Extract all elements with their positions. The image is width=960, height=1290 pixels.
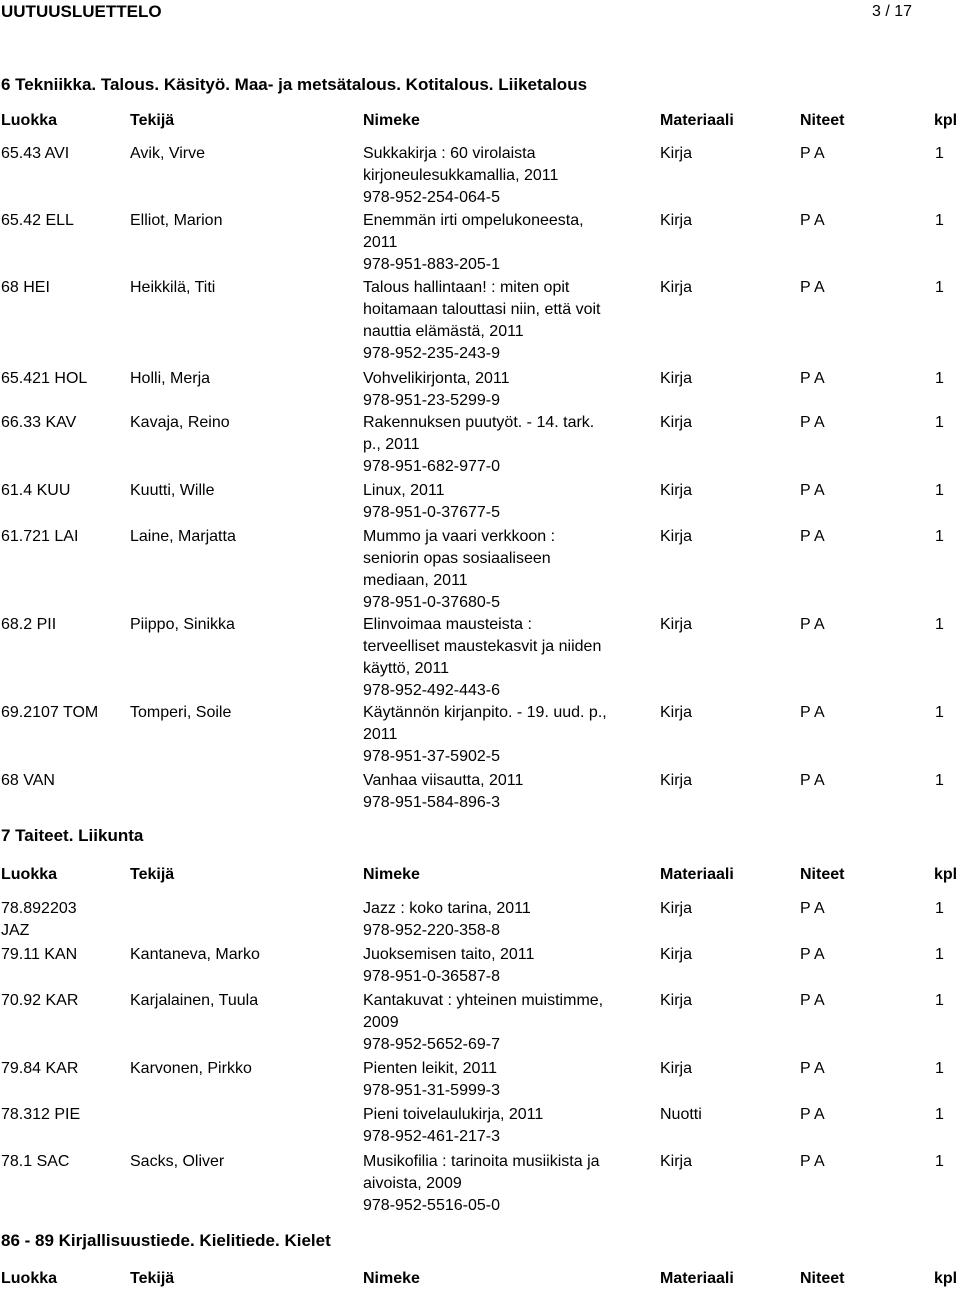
row-niteet: P A: [800, 946, 825, 963]
header-kpl: kpl: [934, 1270, 958, 1287]
row-nimeke: Vohvelikirjonta, 2011 978-951-23-5299-9: [363, 370, 510, 409]
row-nimeke: Jazz : koko tarina, 2011 978-952-220-358-8: [363, 900, 531, 939]
row-niteet: P A: [800, 279, 825, 296]
row-materiaali: Kirja: [660, 992, 693, 1009]
row-tekija: Piippo, Sinikka: [130, 616, 235, 633]
row-materiaali: Kirja: [660, 946, 693, 963]
row-nimeke: Sukkakirja : 60 virolaista kirjoneulesukkamallia, 2011 978-952-254-064-5: [363, 145, 559, 206]
section-title: 86 - 89 Kirjallisuustiede. Kielitiede. Kielet: [1, 1231, 331, 1250]
row-niteet: P A: [800, 900, 825, 917]
row-luokka: 78.1 SAC: [1, 1153, 70, 1170]
row-luokka: 68 VAN: [1, 772, 55, 789]
page-title: UUTUUSLUETTELO: [1, 2, 162, 21]
header-tekija: Tekijä: [130, 1270, 175, 1287]
row-kpl: 1: [935, 992, 944, 1009]
row-niteet: P A: [800, 482, 825, 499]
row-tekija: Elliot, Marion: [130, 212, 223, 229]
header-kpl: kpl: [934, 112, 958, 129]
row-luokka: 65.43 AVI: [1, 145, 70, 162]
row-nimeke: Pienten leikit, 2011 978-951-31-5999-3: [363, 1060, 500, 1099]
header-nimeke: Nimeke: [363, 112, 420, 129]
header-kpl: kpl: [934, 866, 958, 883]
row-niteet: P A: [800, 528, 825, 545]
row-tekija: Sacks, Oliver: [130, 1153, 225, 1170]
row-tekija: Kavaja, Reino: [130, 414, 230, 431]
header-nimeke: Nimeke: [363, 1270, 420, 1287]
row-tekija: Laine, Marjatta: [130, 528, 236, 545]
row-niteet: P A: [800, 616, 825, 633]
header-nimeke: Nimeke: [363, 866, 420, 883]
row-nimeke: Rakennuksen puutyöt. - 14. tark. p., 2011 978-951-682-977-0: [363, 414, 595, 475]
row-materiaali: Kirja: [660, 482, 693, 499]
header-niteet: Niteet: [800, 1270, 845, 1287]
row-kpl: 1: [935, 616, 944, 633]
row-tekija: Heikkilä, Titi: [130, 279, 216, 296]
row-luokka: 61.4 KUU: [1, 482, 71, 499]
header-luokka: Luokka: [1, 866, 58, 883]
row-niteet: P A: [800, 772, 825, 789]
header-tekija: Tekijä: [130, 866, 175, 883]
row-materiaali: Kirja: [660, 900, 693, 917]
row-kpl: 1: [935, 145, 944, 162]
row-materiaali: Kirja: [660, 414, 693, 431]
row-niteet: P A: [800, 1153, 825, 1170]
row-luokka: 79.84 KAR: [1, 1060, 79, 1077]
row-niteet: P A: [800, 992, 825, 1009]
header-luokka: Luokka: [1, 1270, 58, 1287]
row-luokka: 65.42 ELL: [1, 212, 74, 229]
row-materiaali: Nuotti: [660, 1106, 702, 1123]
section-title: 6 Tekniikka. Talous. Käsityö. Maa- ja metsätalous. Kotitalous. Liiketalous: [1, 75, 588, 94]
row-materiaali: Kirja: [660, 370, 693, 387]
row-niteet: P A: [800, 212, 825, 229]
row-kpl: 1: [935, 772, 944, 789]
row-tekija: Holli, Merja: [130, 370, 211, 387]
row-niteet: P A: [800, 704, 825, 721]
header-materiaali: Materiaali: [660, 866, 734, 883]
header-materiaali: Materiaali: [660, 112, 734, 129]
row-niteet: P A: [800, 145, 825, 162]
row-kpl: 1: [935, 1060, 944, 1077]
row-materiaali: Kirja: [660, 1060, 693, 1077]
row-kpl: 1: [935, 900, 944, 917]
row-kpl: 1: [935, 1153, 944, 1170]
row-niteet: P A: [800, 1106, 825, 1123]
header-luokka: Luokka: [1, 112, 58, 129]
header-materiaali: Materiaali: [660, 1270, 734, 1287]
row-kpl: 1: [935, 279, 944, 296]
row-luokka: 68.2 PII: [1, 616, 57, 633]
row-materiaali: Kirja: [660, 145, 693, 162]
row-materiaali: Kirja: [660, 528, 693, 545]
row-nimeke: Pieni toivelaulukirja, 2011 978-952-461-217-3: [363, 1106, 544, 1145]
row-materiaali: Kirja: [660, 212, 693, 229]
row-materiaali: Kirja: [660, 616, 693, 633]
row-luokka: 79.11 KAN: [1, 946, 78, 963]
row-materiaali: Kirja: [660, 704, 693, 721]
page-number: 3 / 17: [872, 3, 913, 20]
row-tekija: Karvonen, Pirkko: [130, 1060, 252, 1077]
row-niteet: P A: [800, 414, 825, 431]
row-nimeke: Talous hallintaan! : miten opit hoitamaan talouttasi niin, että voit nauttia elämästä, 2011 978-952-235-243-9: [363, 279, 601, 362]
row-tekija: Kuutti, Wille: [130, 482, 215, 499]
header-niteet: Niteet: [800, 866, 845, 883]
row-kpl: 1: [935, 212, 944, 229]
row-kpl: 1: [935, 1106, 944, 1123]
row-tekija: Kantaneva, Marko: [130, 946, 260, 963]
row-materiaali: Kirja: [660, 772, 693, 789]
row-nimeke: Elinvoimaa mausteista : terveelliset maustekasvit ja niiden käyttö, 2011 978-952-492-443-6: [363, 616, 602, 699]
row-kpl: 1: [935, 704, 944, 721]
row-nimeke: Vanhaa viisautta, 2011 978-951-584-896-3: [363, 772, 524, 811]
row-materiaali: Kirja: [660, 1153, 693, 1170]
row-tekija: Karjalainen, Tuula: [130, 992, 259, 1009]
row-niteet: P A: [800, 370, 825, 387]
row-nimeke: Linux, 2011 978-951-0-37677-5: [363, 482, 500, 521]
row-luokka: 66.33 KAV: [1, 414, 77, 431]
row-luokka: 68 HEI: [1, 279, 50, 296]
row-kpl: 1: [935, 946, 944, 963]
row-niteet: P A: [800, 1060, 825, 1077]
section-title: 7 Taiteet. Liikunta: [1, 826, 144, 845]
row-kpl: 1: [935, 414, 944, 431]
row-luokka: 61.721 LAI: [1, 528, 79, 545]
row-nimeke: Juoksemisen taito, 2011 978-951-0-36587-8: [363, 946, 535, 985]
row-luokka: 69.2107 TOM: [1, 704, 99, 721]
row-luokka: 78.892203 JAZ: [1, 900, 77, 939]
row-nimeke: Käytännön kirjanpito. - 19. uud. p., 2011 978-951-37-5902-5: [363, 704, 607, 765]
row-luokka: 70.92 KAR: [1, 992, 79, 1009]
row-nimeke: Enemmän irti ompelukoneesta, 2011 978-951-883-205-1: [363, 212, 584, 273]
row-nimeke: Mummo ja vaari verkkoon : seniorin opas sosiaaliseen mediaan, 2011 978-951-0-37680-5: [363, 528, 556, 611]
row-kpl: 1: [935, 528, 944, 545]
row-nimeke: Musikofilia : tarinoita musiikista ja aivoista, 2009 978-952-5516-05-0: [363, 1153, 600, 1214]
row-luokka: 78.312 PIE: [1, 1106, 81, 1123]
row-tekija: Avik, Virve: [130, 145, 205, 162]
row-materiaali: Kirja: [660, 279, 693, 296]
row-nimeke: Kantakuvat : yhteinen muistimme, 2009 978-952-5652-69-7: [363, 992, 604, 1053]
header-niteet: Niteet: [800, 112, 845, 129]
row-kpl: 1: [935, 482, 944, 499]
row-tekija: Tomperi, Soile: [130, 704, 232, 721]
row-kpl: 1: [935, 370, 944, 387]
row-luokka: 65.421 HOL: [1, 370, 88, 387]
header-tekija: Tekijä: [130, 112, 175, 129]
